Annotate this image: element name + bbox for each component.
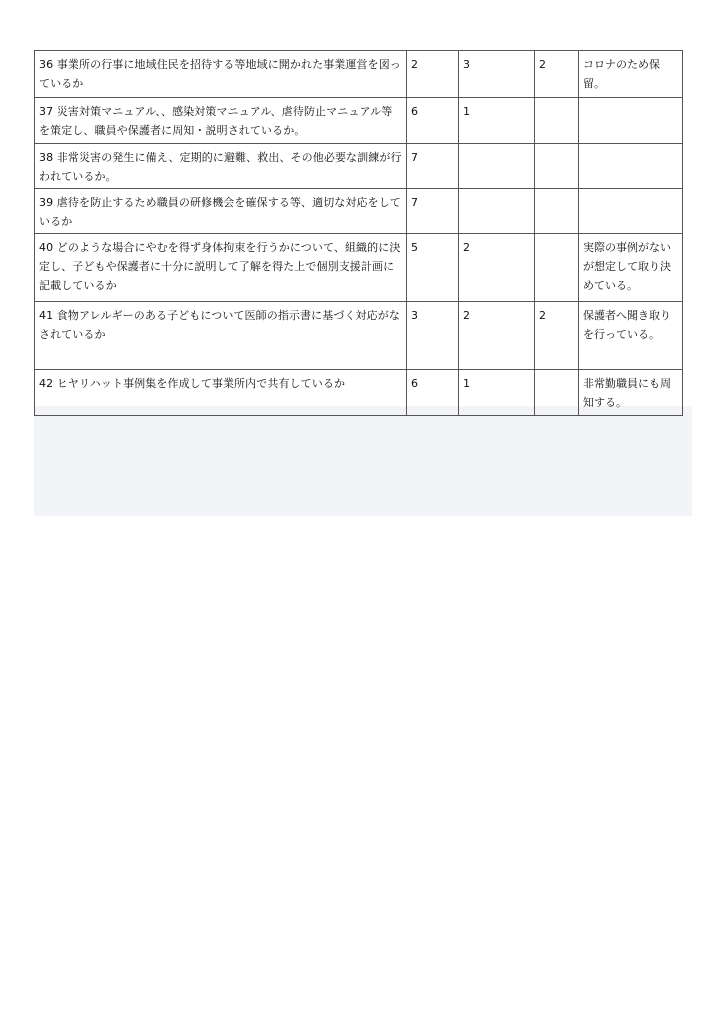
- table-row: [35, 144, 683, 189]
- count-cell-3: [535, 234, 579, 302]
- question-cell: 41 食物アレルギーのある子どもについて医師の指示書に基づく対応がなされているか: [35, 302, 407, 370]
- table-row: [35, 370, 683, 416]
- table-row: [35, 98, 683, 144]
- table-row: [35, 302, 683, 370]
- count-cell-3: 2: [535, 51, 579, 98]
- question-cell: 37 災害対策マニュアル、、感染対策マニュアル、虐待防止マニュアル等を策定し、職員や保護者に周知・説明されているか。: [35, 98, 407, 144]
- count-cell-1: 6: [407, 98, 459, 144]
- table-row: [35, 51, 683, 98]
- note-cell: [579, 144, 683, 189]
- count-cell-2: 1: [459, 98, 535, 144]
- question-cell: 36 事業所の行事に地域住民を招待する等地域に開かれた事業運営を図っているか: [35, 51, 407, 98]
- count-cell-3: 2: [535, 302, 579, 370]
- note-cell: [579, 98, 683, 144]
- count-cell-1: 6: [407, 370, 459, 416]
- count-cell-2: 3: [459, 51, 535, 98]
- count-cell-1: 7: [407, 144, 459, 189]
- table-row: [35, 189, 683, 234]
- count-cell-1: 2: [407, 51, 459, 98]
- count-cell-3: [535, 189, 579, 234]
- note-cell: 保護者へ聞き取りを行っている。: [579, 302, 683, 370]
- count-cell-1: 5: [407, 234, 459, 302]
- count-cell-2: [459, 189, 535, 234]
- count-cell-2: 2: [459, 302, 535, 370]
- note-cell: 非常勤職員にも周知する。: [579, 370, 683, 416]
- count-cell-2: 2: [459, 234, 535, 302]
- count-cell-3: [535, 370, 579, 416]
- survey-table: [34, 50, 683, 416]
- question-cell: 40 どのような場合にやむを得ず身体拘束を行うかについて、組織的に決定し、子どもや保護者に十分に説明して了解を得た上で個別支援計画に記載しているか: [35, 234, 407, 302]
- count-cell-3: [535, 144, 579, 189]
- table-row: [35, 234, 683, 302]
- note-cell: [579, 189, 683, 234]
- count-cell-1: 3: [407, 302, 459, 370]
- count-cell-2: 1: [459, 370, 535, 416]
- count-cell-2: [459, 144, 535, 189]
- question-cell: 39 虐待を防止するため職員の研修機会を確保する等、適切な対応をしているか: [35, 189, 407, 234]
- count-cell-1: 7: [407, 189, 459, 234]
- note-cell: 実際の事例がないが想定して取り決めている。: [579, 234, 683, 302]
- note-cell: コロナのため保留。: [579, 51, 683, 98]
- question-cell: 42 ヒヤリハット事例集を作成して事業所内で共有しているか: [35, 370, 407, 416]
- count-cell-3: [535, 98, 579, 144]
- empty-gray-panel: [34, 406, 692, 516]
- question-cell: 38 非常災害の発生に備え、定期的に避難、救出、その他必要な訓練が行われているか。: [35, 144, 407, 189]
